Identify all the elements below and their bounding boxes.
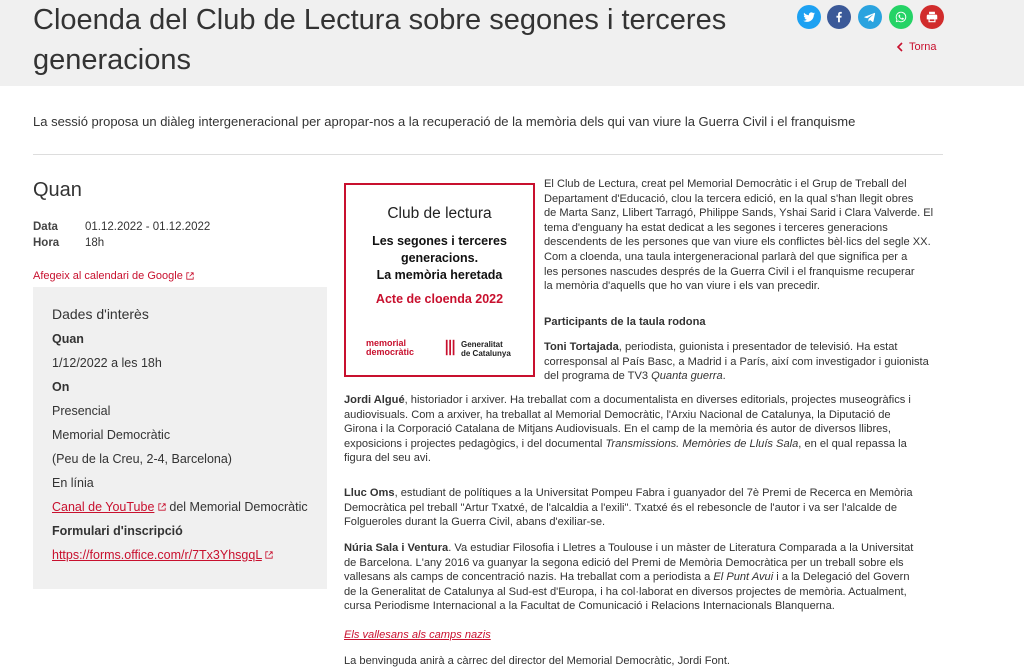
- info-on-line3: (Peu de la Creu, 2-4, Barcelona): [52, 452, 232, 466]
- participant-name: Lluc Oms: [344, 487, 395, 499]
- poster-subtitle-line2: generacions.: [400, 251, 479, 265]
- registration-form-link[interactable]: https://forms.office.com/r/7Tx3YhsgqL: [52, 548, 262, 562]
- page-subtitle: La sessió proposa un diàleg intergeneracional per apropar-nos a la recuperació de la memòria dels qui van viure la Guerra Civil i el franquisme: [33, 114, 856, 129]
- external-link-icon: [186, 272, 194, 280]
- logo-memorial: memorial: [366, 338, 407, 348]
- print-button[interactable]: [920, 5, 944, 29]
- participant-name: Jordi Algué: [344, 394, 405, 406]
- newspaper-title: El Punt Avui: [713, 571, 774, 584]
- twitter-share-button[interactable]: [797, 5, 821, 29]
- participants-heading: Participants de la taula rodona: [544, 316, 706, 328]
- form-row: [52, 548, 273, 562]
- intro-line: El Club de Lectura, creat pel Memorial Democràtic i el Grup de Treball del: [544, 178, 907, 190]
- intro-line: tema d'enguany ha estat dedicat a les segones i terceres generacions: [544, 221, 888, 234]
- form-label: Formulari d'inscripció: [52, 524, 183, 538]
- info-quan-label: Quan: [52, 332, 84, 346]
- telegram-icon: [863, 10, 877, 24]
- welcome-text: La benvinguda anirà a càrrec del director del Memorial Democràtic, Jordi Font.: [344, 655, 730, 667]
- participant-lluc: [344, 486, 949, 530]
- logo-generalitat: Generalitat: [461, 340, 503, 349]
- whatsapp-share-button[interactable]: [889, 5, 913, 29]
- logo-catalunya: de Catalunya: [461, 349, 511, 358]
- info-on-line4: En línia: [52, 476, 94, 490]
- participant-text: .: [722, 370, 726, 383]
- info-on-label: On: [52, 380, 70, 394]
- program-title: Quanta guerra: [651, 370, 723, 383]
- back-label: Torna: [909, 41, 937, 53]
- print-icon: [925, 10, 939, 24]
- participant-text: del programa de TV3: [544, 370, 652, 383]
- participant-text: corresponsal al País Basc, a Madrid i a París, així com investigador i guionista: [544, 355, 929, 368]
- info-box: [33, 287, 327, 589]
- time-row: [33, 237, 104, 249]
- divider: [33, 154, 943, 155]
- back-link[interactable]: [896, 41, 937, 53]
- telegram-share-button[interactable]: [858, 5, 882, 29]
- participant-text: . Va estudiar Filosofia i Lletres a Toulouse i un màster de Literatura Comparada a la Universitat: [448, 542, 914, 554]
- participant-text: de la Generalitat de Catalunya al Sud-est d'Europa, i ha col·laborat en diversos projectes de memòria. Actualment,: [344, 585, 907, 598]
- generalitat-flag-icon: [445, 339, 457, 356]
- add-to-google-calendar-link[interactable]: [33, 270, 194, 282]
- page-header: [0, 0, 1024, 86]
- external-link-icon: [158, 503, 166, 511]
- participant-text: , en el qual repassa la: [798, 437, 907, 450]
- poster-event-name: Acte de cloenda 2022: [375, 292, 504, 306]
- participant-text: vallesans als camps de concentració nazis. Ha treballat com a periodista a: [344, 571, 714, 584]
- participant-text: i a la Delegació del Govern: [773, 571, 910, 584]
- youtube-row: [52, 500, 308, 514]
- participant-text: Girona i la Corporació Catalana de Mitjans Audiovisuals. En el camp de la memòria és autor de diversos llibres,: [344, 423, 891, 436]
- facebook-icon: [832, 10, 846, 24]
- youtube-channel-link[interactable]: Canal de YouTube: [52, 500, 155, 514]
- facebook-share-button[interactable]: [827, 5, 851, 29]
- poster-club-title: Club de lectura: [387, 205, 492, 222]
- poster-subtitle-line1: Les segones i terceres: [372, 234, 507, 248]
- book-link[interactable]: Els vallesans als camps nazis: [344, 629, 491, 641]
- intro-line: descendents de les persones que van viure els conflictes bèl·lics del segle XX.: [544, 236, 931, 249]
- calendar-link-label: Afegeix al calendari de Google: [33, 270, 183, 282]
- youtube-suffix: del Memorial Democràtic: [169, 500, 308, 514]
- poster-subtitle-line3: La memòria heretada: [376, 268, 503, 282]
- intro-paragraph: [544, 177, 944, 294]
- participant-text: exposicions i projectes pedagògics, i del documental: [344, 437, 606, 450]
- info-quan-value: 1/12/2022 a les 18h: [52, 356, 162, 370]
- info-box-heading: Dades d'interès: [52, 306, 149, 322]
- participant-text: de Barcelona. L'any 2016 va guanyar la segona edició del Premi de Memòria Democràtica per un treball sobre els: [344, 556, 904, 569]
- intro-line: Com a cloenda, una taula intergeneracional parlarà del que significa per a: [544, 250, 908, 263]
- participant-text: audiovisuals. Com a arxiver, ha treballat al Memorial Democràtic, l'Arxiu Nacional de Catalunya, la Diputació de: [344, 408, 891, 421]
- memorial-democratic-logo: [366, 339, 428, 359]
- whatsapp-icon: [894, 10, 908, 24]
- participant-nuria: [344, 541, 949, 614]
- external-link-icon: [265, 551, 273, 559]
- intro-line: la memòria d'aquells que ho van viure i els van precedir.: [544, 280, 820, 293]
- chevron-left-icon: [896, 42, 904, 52]
- when-heading: Quan: [33, 179, 82, 201]
- twitter-icon: [802, 10, 816, 24]
- participant-text: figura del seu avi.: [344, 452, 431, 465]
- documentary-title: Transmissions. Memòries de Lluís Sala: [605, 437, 799, 450]
- date-row: [33, 221, 210, 233]
- participant-text: Folgueroles durant la Guerra Civil, abans d'exiliar-se.: [344, 516, 606, 529]
- participant-text: , estudiant de polítiques a la Universitat Pompeu Fabra i guanyador del 7è Premi de Recerca en Memòria: [394, 487, 913, 499]
- page-title: Cloenda del Club de Lectura sobre segones i terceres generacions: [33, 4, 727, 76]
- event-poster-image: [344, 183, 535, 377]
- time-label: Hora: [33, 237, 60, 249]
- poster-subtitle: [346, 233, 533, 284]
- participant-name: Toni Tortajada: [544, 341, 619, 353]
- intro-line: les persones nascudes després de la Guerra Civil i el franquisme recuperar: [544, 265, 915, 278]
- info-on-line2: Memorial Democràtic: [52, 428, 171, 442]
- info-on-line1: Presencial: [52, 404, 111, 418]
- date-value: 01.12.2022 - 01.12.2022: [85, 221, 211, 233]
- logo-democratic: democràtic: [366, 347, 415, 357]
- date-label: Data: [33, 221, 58, 233]
- participant-jordi: [344, 393, 949, 466]
- participant-text: , periodista, guionista i presentador de televisió. Ha estat: [618, 341, 898, 353]
- participant-text: , historiador i arxiver. Ha treballat com a documentalista en diverses editorials, projectes museogràfics i: [404, 394, 911, 406]
- generalitat-logo: [445, 338, 523, 360]
- participant-toni: [544, 340, 949, 384]
- participant-name: Núria Sala i Ventura: [344, 542, 449, 554]
- intro-line: de Marta Sanz, Llibert Tarragó, Philippe Sands, Yshai Sarid i Clara Valverde. El: [544, 207, 934, 220]
- intro-line: Departament d'Educació, clou la tercera edició, en la qual s'han llegit obres: [544, 192, 914, 205]
- participant-text: Democràtica pel treball "Artur Txatxé, de l'alcaldia a l'exili". Txatxé és el rebesoncle de l'autor i va ser l'alcalde de: [344, 501, 898, 514]
- participant-text: cursa Periodisme Internacional a la Facultat de Comunicació i Relacions Internacionals Blanquerna.: [344, 600, 835, 613]
- time-value: 18h: [85, 237, 105, 249]
